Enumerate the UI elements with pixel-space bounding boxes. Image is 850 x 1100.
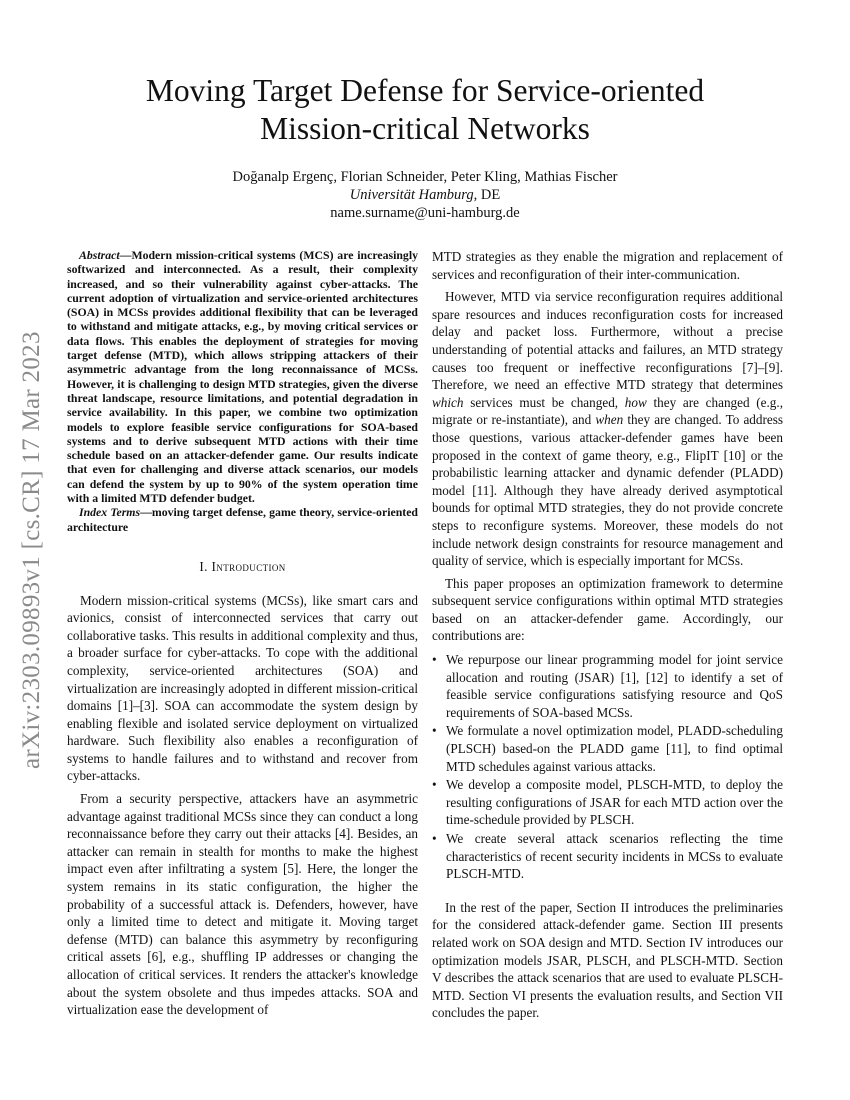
right-column	[432, 248, 783, 1027]
section-heading-introduction: I. Introduction	[199, 558, 286, 574]
intro-paragraph-5: This paper proposes an optimization framework to determine subsequent service configurations within optimal MTD strategies based on an attacker-defender game. Accordingly, our contributions are:	[432, 575, 783, 644]
title-line-1: Moving Target Defense for Service-oriented	[145, 73, 705, 108]
contribution-item: • We develop a composite model, PLSCH-MTD, to deploy the resulting configurations of JSAR for each MTD action over the time-schedule provided by PLSCH.	[446, 776, 783, 829]
author-block	[80, 168, 770, 222]
index-terms: Index Terms—moving target defense, game theory, service-oriented architecture	[67, 505, 418, 534]
contribution-item: • We formulate a novel optimization model, PLADD-scheduling (PLSCH) based-on the PLADD game [11], to find optimal MTD schedules against various attacks.	[446, 722, 783, 775]
contribution-item: • We repurpose our linear programming model for joint service allocation and routing (JSAR) [1], [12] to identify a set of feasible service configurations satisfying resource and QoS requirements of SOA-based MCSs.	[446, 651, 783, 721]
paper-title	[80, 72, 770, 148]
index-terms-label: Index Terms	[79, 505, 141, 520]
intro-paragraph-1: Modern mission-critical systems (MCSs), like smart cars and avionics, consist of interconnected services that carry out collaborative tasks. This results in additional complexity and thus, a broader surface for cyber-attacks. To cope with the additional complexity, service-oriented architectures (SOA) and virtualization are increasingly adopted in different mission-critical domains [1]–[3]. SOA can accommodate the system design by enabling flexible and isolated service deployment on virtualized hardware. Such flexibility also enables a reconfiguration of systems to handle failures and to withstand and recover from cyber-attacks.	[67, 592, 418, 784]
contribution-item: • We create several attack scenarios reflecting the time characteristics of recent security incidents in MCSs to evaluate PLSCH-MTD.	[446, 830, 783, 883]
author-names: Doğanalp Ergenç, Florian Schneider, Peter Kling, Mathias Fischer	[232, 169, 618, 185]
abstract: Abstract—Modern mission-critical systems (MCS) are increasingly softwarized and interconnected. As a result, their complexity increased, and so their vulnerability against cyber-attacks. The current adoption of virtualization and service-oriented architectures (SOA) in MCSs provides additional flexibility that can be leveraged to withstand and mitigate attacks, e.g., by moving critical services or data flows. This enables the deployment of strategies for moving target defense (MTD), which allows stripping attackers of their asymmetric advantage from the long reconnaissance of MCSs. However, it is challenging to design MTD strategies, given the diverse threat landscape, resource limitations, and potential degradation in service availability. In this paper, we combine two optimization models to explore feasible service configurations for SOA-based systems and to derive subsequent MTD actions with their time schedule based on an attacker-defender game. Our results indicate that even for challenging and diverse attack scenarios, our models can defend the system by up to 90% of the system operation time with a limited MTD defender budget.	[67, 248, 418, 506]
intro-paragraph-3: MTD strategies as they enable the migration and replacement of services and reconfiguration of their inter-communication.	[432, 249, 783, 282]
intro-paragraph-4: However, MTD via service reconfiguration requires additional spare resources and induces reconfiguration costs for increased delay and packet loss. Furthermore, without a precise understanding of potential attacks and failures, an MTD strategy causes too frequent or ineffective reconfigurations [7]–[9]. Therefore, we need an effective MTD strategy that determines which services must be changed, how they are changed (e.g., migrate or re-instantiate), and when they are changed. To address those questions, various attacker-defender games have been proposed in the context of game theory, e.g., FlipIT [10] or the probabilistic learning attacker and dynamic defender (PLADD) model [11]. Although they have already derived asymptotical bounds for optimal MTD strategies, they do not provide concrete steps to reconfigure systems. Moreover, these models do not include network design constraints for resource management and quality of service, which is especially important for MCSs.	[432, 289, 784, 569]
author-email: name.surname@uni-hamburg.de	[330, 205, 520, 221]
abstract-label: Abstract	[79, 248, 120, 262]
index-terms-text: moving target defense, game theory, service-oriented architecture	[67, 505, 418, 534]
arxiv-identifier: arXiv:2303.09893v1 [cs.CR] 17 Mar 2023	[18, 331, 45, 769]
affiliation: Universität Hamburg, DE	[349, 187, 501, 203]
contributions-list	[432, 651, 783, 883]
intro-paragraph-2: From a security perspective, attackers have an asymmetric advantage against traditional MCSs since they can conduct a long reconnaissance before they carry out their attacks [4]. Besides, an attacker can remain in stealth for months to make the highest impact even after infiltrating a system [5]. Here, the longer the system remains in its static configuration, the higher the probability of a successful attack is. Defenders, however, have only a limited time to detect and mitigate it. Moving target defense (MTD) can balance this asymmetry by reconfiguring critical assets [6], e.g., shuffling IP addresses or changing the allocation of critical services. It renders the attacker's knowledge about the system obsolete and thus impedes attacks. SOA and virtualization ease the development of	[67, 791, 418, 1018]
title-line-2: Mission-critical Networks	[260, 111, 590, 146]
intro-paragraph-6: In the rest of the paper, Section II introduces the preliminaries for the considered attack-defender game. Section III presents related work on SOA design and MTD. Section IV introduces our optimization models JSAR, PLSCH, and PLSCH-MTD. Section V describes the attack scenarios that are used to evaluate PLSCH-MTD. Section VI presents the evaluation results, and Section VII concludes the paper.	[432, 899, 783, 1021]
abstract-text: Modern mission-critical systems (MCS) are increasingly softwarized and interconnected. As a result, their complexity increased, and so their vulnerability against cyber-attacks. The current adoption of virtualization and service-oriented architectures (SOA) in MCSs provides additional flexibility that can be leveraged to withstand and mitigate attacks, e.g., by moving critical services or data flows. This enables the deployment of strategies for moving target defense (MTD), which allows stripping attackers of their asymmetric advantage from the long reconnaissance of MCSs. However, it is challenging to design MTD strategies, given the diverse threat landscape, resource limitations, and potential degradation in service availability. In this paper, we combine two optimization models to explore feasible service configurations for SOA-based systems and to derive subsequent MTD actions with their time schedule based on an attacker-defender game. Our results indicate that even for challenging and diverse attack scenarios, our models can defend the system by up to 90% of the system operation time with a limited MTD defender budget.	[67, 248, 418, 506]
left-column	[67, 248, 418, 1024]
